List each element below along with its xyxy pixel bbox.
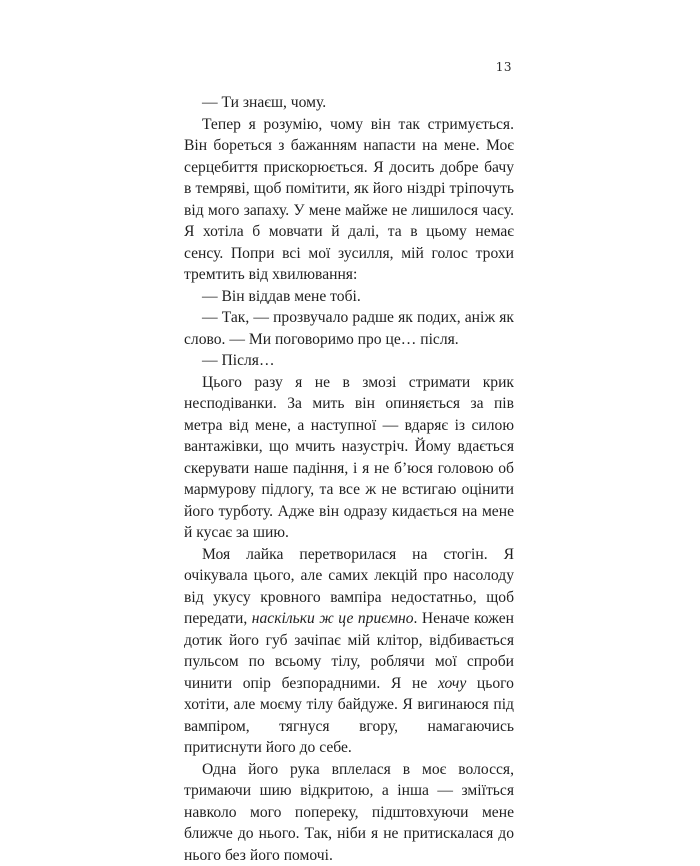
paragraph: Моя лайка перетворилася на стогін. Я очікувала цього, але самих лекцій про насолоду від укусу кровного вампіра недостатньо, щоб передати, наскільки ж це приємно. Неначе кожен дотик його губ зачіпає мій клітор, відбивається пульсом по всьому тілу, роблячи мої спроби чинити опір безпорадними. Я не хочу цього хотіти, але моєму тілу байдуже. Я вигинаюся під вампіром, тягнуся вгору, намагаючись притиснути його до себе.	[184, 544, 514, 759]
paragraph: Одна його рука вплелася в моє волосся, тримаючи шию відкритою, а інша — зміїться навколо мого попереку, підштовхуючи мене ближче до нього. Так, ніби я не притискалася до нього без його помочі.	[184, 759, 514, 866]
italic-word: хочу	[438, 675, 466, 692]
paragraph: — Після…	[184, 350, 514, 372]
paragraph: Цього разу я не в змозі стримати крик несподіванки. За мить він опиняється за пів метра від мене, а наступної — вдаряє із силою вантажівки, що мчить назустріч. Йому вдається скерувати наше падіння, і я не б’юся головою об мармурову підлогу, та все ж не встигаю оцінити його турботу. Адже він одразу кидається на мене й кусає за шию.	[184, 372, 514, 544]
paragraph: — Ти знаєш, чому.	[184, 92, 514, 114]
page-text	[184, 92, 514, 866]
paragraph: Тепер я розумію, чому він так стримується. Він бореться з бажанням напасти на мене. Моє серцебиття прискорюється. Я досить добре бачу в темряві, щоб помітити, як його ніздрі тріпочуть від мого запаху. У мене майже не лишилося часу. Я хотіла б мовчати й далі, та в цьому немає сенсу. Попри всі мої зусилля, мій голос трохи тремтить від хвилювання:	[184, 114, 514, 286]
paragraph: — Він віддав мене тобі.	[184, 286, 514, 308]
paragraph: — Так, — прозвучало радше як подих, аніж як слово. — Ми поговоримо про це… після.	[184, 307, 514, 350]
italic-phrase: наскільки ж це приємно	[252, 610, 414, 627]
page-number: 13	[472, 60, 512, 74]
